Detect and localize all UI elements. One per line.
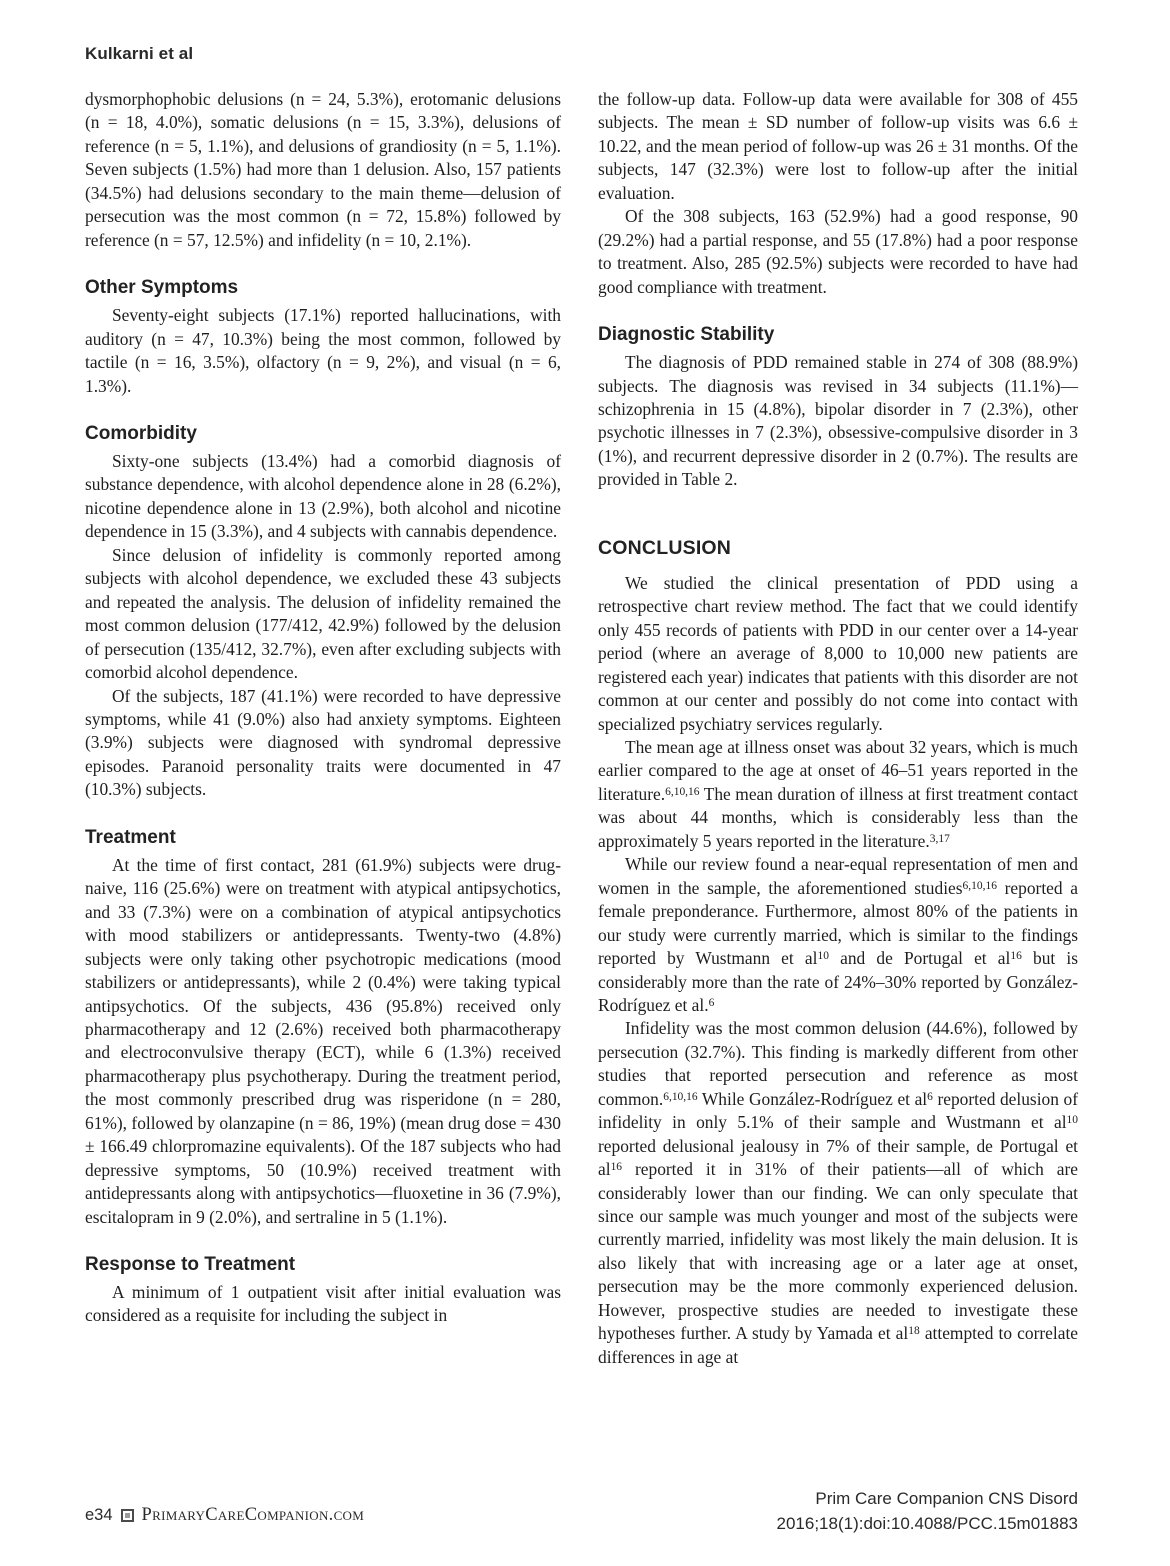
- column-right: [598, 88, 1078, 1369]
- subsection-heading: Other Symptoms: [85, 277, 239, 299]
- reference-superscript: 6,10,16: [665, 785, 700, 798]
- journal-square-logo-icon: [121, 1509, 134, 1522]
- paragraph: Infidelity was the most common delusion (44.6%), followed by persecution (32.7%). This finding is markedly different from other studies that reported persecution and reference as most common.$^{6,10,16}$ While González-Rodríguez et $al^6$ reported delusion of infidelity in only 5.1% of their sample and Wustmann et $al^{10}$ reported delusional jealousy in 7% of their sample, de Portugal et $al^{16}$ reported it in 31% of their patients—all of which are considerably lower than our finding. We can only speculate that since our sample was much younger and most of the subjects were currently married, infidelity was most likely the main delusion. It is also likely that with increasing age or a later age at onset, persecution may be the more commonly experienced delusion. However, prospective studies are needed to investigate these hypotheses further. A study by Yamada et $al^{18}$ attempted to correlate differences in age at: [598, 1018, 1078, 1367]
- reference-superscript: 3,17: [929, 832, 950, 845]
- reference-superscript: 6: [927, 1090, 933, 1103]
- paragraph: Of the subjects, 187 (41.1%) were recorded to have depressive symptoms, while 41 (9.0%) also had anxiety symptoms. Eighteen (3.9%) subjects were diagnosed with syndromal depressive episodes. Paranoid personality traits were documented in 47 (10.3%) subjects.: [85, 685, 561, 800]
- paragraph: A minimum of 1 outpatient visit after initial evaluation was considered as a requisite for including the subject in: [85, 1282, 561, 1326]
- paragraph: Since delusion of infidelity is commonly reported among subjects with alcohol dependence, we excluded these 43 subjects and repeated the analysis. The delusion of infidelity remained the most common delusion (177/412, 42.9%) followed by the delusion of persecution (135/412, 32.7%), even after excluding subjects with comorbid alcohol dependence.: [85, 544, 561, 683]
- page-number: e34: [85, 1506, 113, 1524]
- two-column-body: [85, 88, 1078, 1369]
- reference-superscript: 6,10,16: [663, 1090, 698, 1103]
- footer-left: [85, 1505, 364, 1536]
- reference-superscript: 6: [708, 996, 715, 1009]
- reference-superscript: 18: [908, 1325, 920, 1338]
- paragraph: dysmorphophobic delusions (n = 24, 5.3%), erotomanic delusions (n = 18, 4.0%), somatic delusions (n = 15, 3.3%), delusions of reference (n = 5, 1.1%), and delusions of grandiosity (n = 5, 1.1%). Seven subjects (1.5%) had more than 1 delusion. Also, 157 patients (34.5%) had delusions secondary to the main theme—delusion of persecution was the most common (n = 72, 15.8%) followed by reference (n = 57, 12.5%) and infidelity (n = 10, 2.1%).: [85, 89, 561, 250]
- running-head-authors: Kulkarni et al: [85, 44, 194, 63]
- paragraph: Sixty-one subjects (13.4%) had a comorbid diagnosis of substance dependence, with alcohol dependence alone in 28 (6.2%), nicotine dependence alone in 13 (2.9%), both alcohol and nicotine dependence in 15 (3.3%), and 4 subjects with cannabis dependence.: [85, 450, 561, 542]
- citation-doi: 2016;18(1):doi:10.4088/PCC.15m01883: [776, 1514, 1078, 1533]
- paragraph: At the time of first contact, 281 (61.9%) subjects were drug-naive, 116 (25.6%) were on treatment with atypical antipsychotics, and 33 (7.3%) were on a combination of atypical antipsychotics with mood stabilizers or antidepressants. Twenty-two (4.8%) subjects were only taking other psychotropic medications (mood stabilizers or antidepressants), while 2 (0.4%) were taking typical antipsychotics. Of the subjects, 436 (95.8%) received only pharmacotherapy and 12 (2.6%) received both pharmacotherapy and electroconvulsive therapy (ECT), while 6 (1.3%) received pharmacotherapy plus psychotherapy. During the treatment period, the most commonly prescribed drug was risperidone (n = 280, 61%), followed by olanzapine (n = 86, 19%) (mean drug dose = 430 ± 166.49 chlorpromazine equivalents). Of the 187 subjects who had depressive symptoms, 50 (10.9%) received treatment with antidepressants along with antipsychotics—fluoxetine in 36 (7.9%), escitalopram in 9 (2.0%), and sertraline in 5 (1.1%).: [85, 854, 561, 1227]
- paragraph: We studied the clinical presentation of PDD using a retrospective chart review method. The fact that we could identify only 455 records of patients with PDD in our center over a 14-year period (where an average of 8,000 to 10,000 new patients are registered each year) indicates that patients with this disorder are not common at our center and possibly do not come into contact with specialized psychiatry services regularly.: [598, 572, 1078, 734]
- subsection-heading: Comorbidity: [85, 422, 197, 444]
- reference-superscript: 6,10,16: [962, 879, 997, 892]
- reference-superscript: 16: [1010, 949, 1022, 962]
- reference-superscript: 16: [610, 1160, 623, 1173]
- paragraph: Seventy-eight subjects (17.1%) reported hallucinations, with auditory (n = 47, 10.3%) being the most common, followed by tactile (n = 16, 3.5%), olfactory (n = 9, 2%), and visual (n = 6, 1.3%).: [85, 305, 561, 396]
- journal-website: PrimaryCareCompanion.com: [141, 1505, 365, 1525]
- paragraph: Of the 308 subjects, 163 (52.9%) had a good response, 90 (29.2%) had a partial response, and 55 (17.8%) had a poor response to treatment. Also, 285 (92.5%) subjects were recorded to have had good compliance with treatment.: [598, 206, 1078, 297]
- paragraph: The diagnosis of PDD remained stable in 274 of 308 (88.9%) subjects. The diagnosis was revised in 34 subjects (11.1%)—schizophrenia in 15 (4.8%), bipolar disorder in 7 (2.3%), other psychotic illnesses in 7 (2.3%), obsessive-compulsive disorder in 3 (1%), and recurrent depressive disorder in 2 (0.7%). The results are provided in Table 2.: [598, 352, 1078, 490]
- section-heading: CONCLUSION: [598, 536, 732, 559]
- paragraph: the follow-up data. Follow-up data were available for 308 of 455 subjects. The mean ± SD number of follow-up visits was 6.6 ± 10.22, and the mean period of follow-up was 26 ± 31 months. Of the subjects, 147 (32.3%) were lost to follow-up after the initial evaluation.: [598, 89, 1078, 203]
- journal-name: Prim Care Companion CNS Disord: [815, 1489, 1078, 1508]
- footer-right: [777, 1486, 1079, 1536]
- paragraph: While our review found a near-equal representation of men and women in the sample, the aforementioned studies$^{6,10,16}$ reported a female preponderance. Furthermore, almost 80% of the patients in our study were currently married, which is similar to the findings reported by Wustmann et $al^{10}$ and de Portugal et $al^{16}$ but is considerably more than the rate of 24%–30% reported by González-Rodríguez et al.$^6$: [598, 854, 1078, 1015]
- page-footer: [85, 1486, 1078, 1536]
- subsection-heading: Treatment: [85, 826, 176, 848]
- paragraph: The mean age at illness onset was about 32 years, which is much earlier compared to the age at onset of 46–51 years reported in the literature.$^{6,10,16}$ The mean duration of illness at first treatment contact was about 44 months, which is considerably less than the approximately 5 years reported in the literature.$^{3,17}$: [598, 736, 1078, 851]
- reference-superscript: 10: [1066, 1114, 1078, 1127]
- reference-superscript: 10: [817, 949, 829, 962]
- subsection-heading: Diagnostic Stability: [598, 324, 775, 346]
- column-left: [85, 88, 561, 1369]
- subsection-heading: Response to Treatment: [85, 1254, 296, 1276]
